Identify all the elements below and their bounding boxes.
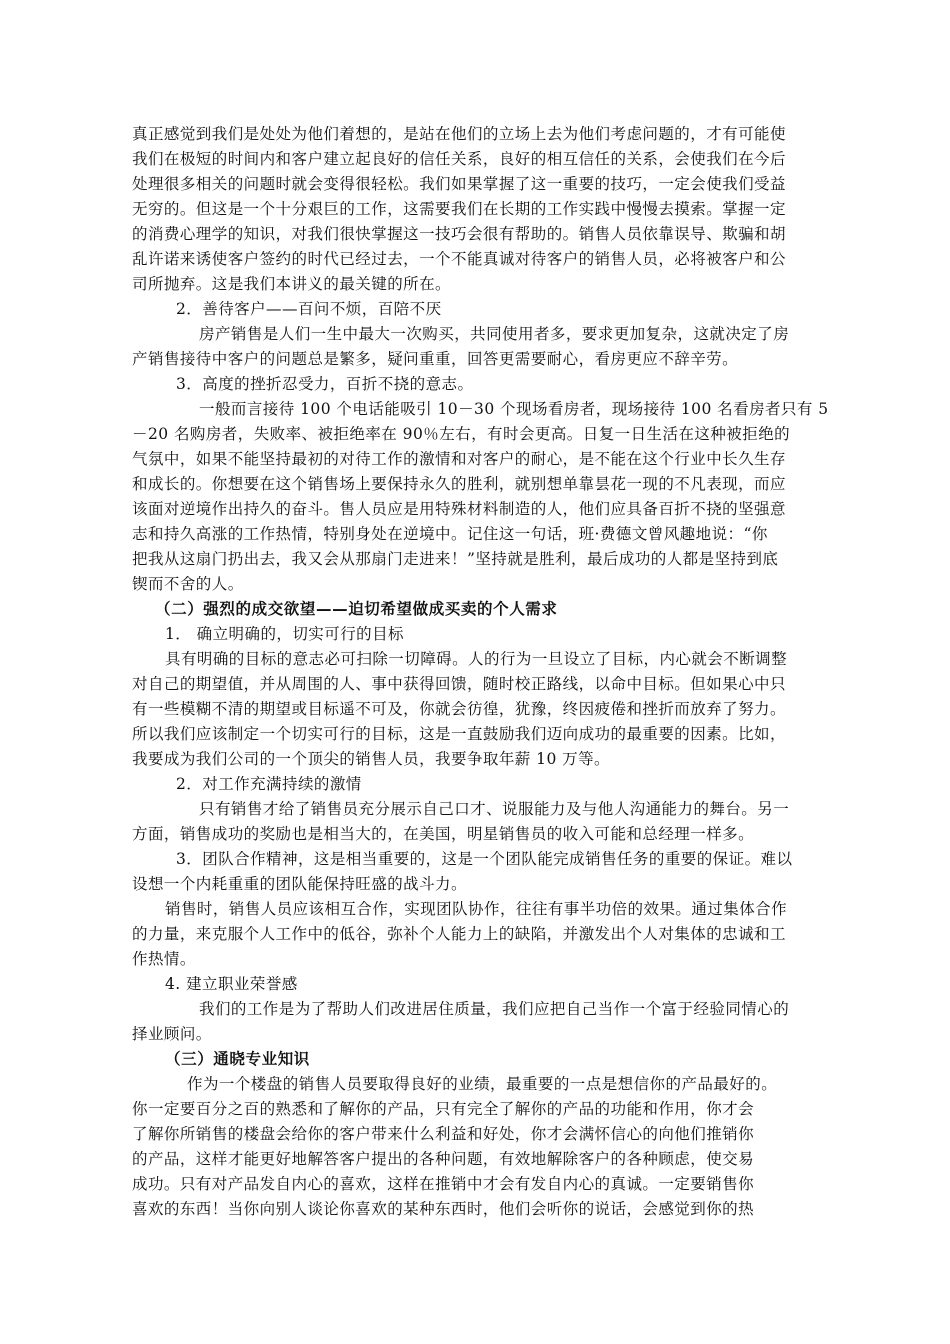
chapter-heading: （三）通晓专业知识 (165, 1050, 310, 1068)
text-line: 该面对逆境作出持久的奋斗。售人员应是用特殊材料制造的人，他们应具备百折不挠的坚强意 (132, 500, 786, 518)
text-line: 有一些模糊不清的期望或目标遥不可及，你就会彷徨，犹豫，终因疲倦和挫折而放弃了努力。 (132, 700, 786, 718)
text-line: 的力量，来克服个人工作中的低谷，弥补个人能力上的缺陷，并激发出个人对集体的忠诚和工 (132, 925, 786, 943)
section-heading: 1． 确立明确的，切实可行的目标 (165, 625, 404, 643)
text-line: 所以我们应该制定一个切实可行的目标，这是一直鼓励我们迈向成功的最重要的因素。比如， (132, 725, 786, 743)
text-line: 的产品，这样才能更好地解答客户提出的各种问题，有效地解除客户的各种顾虑，使交易 (132, 1150, 755, 1168)
text-line: 真正感觉到我们是处处为他们着想的，是站在他们的立场上去为他们考虑问题的，才有可能使 (132, 125, 786, 143)
text-line: 作热情。 (132, 950, 196, 968)
chapter-heading: （二）强烈的成交欲望——迫切希望做成买卖的个人需求 (155, 600, 558, 618)
text-line: 锲而不舍的人。 (132, 575, 244, 593)
text-line: 你一定要百分之百的熟悉和了解你的产品，只有完全了解你的产品的功能和作用，你才会 (132, 1100, 755, 1118)
section-heading: 3．团队合作精神，这是相当重要的，这是一个团队能完成销售任务的重要的保证。难以 (176, 850, 793, 868)
section-heading: 3．高度的挫折忍受力，百折不挠的意志。 (176, 375, 474, 393)
text-line: 气氛中，如果不能坚持最初的对待工作的激情和对客户的耐心，是不能在这个行业中长久生存 (132, 450, 786, 468)
text-line: 成功。只有对产品发自内心的喜欢，这样在推销中才会有发自内心的真诚。一定要销售你 (132, 1175, 755, 1193)
section-heading: 4. 建立职业荣誉感 (165, 975, 298, 993)
text-line: －20 名购房者，失败率、被拒绝率在 90％左右，有时会更高。日复一日生活在这种被拒绝的 (132, 425, 791, 443)
text-line: 一般而言接待 100 个电话能吸引 10－30 个现场看房者，现场接待 100 名看房者只有 5 (199, 400, 829, 418)
text-line: 司所抛弃。这是我们本讲义的最关键的所在。 (132, 275, 452, 293)
text-line: 设想一个内耗重重的团队能保持旺盛的战斗力。 (132, 875, 467, 893)
text-line: 的消费心理学的知识，对我们很快掌握这一技巧会很有帮助的。销售人员依靠误导、欺骗和胡 (132, 225, 786, 243)
text-line: 销售时，销售人员应该相互合作，实现团队协作，往往有事半功倍的效果。通过集体合作 (165, 900, 788, 918)
text-line: 房产销售是人们一生中最大一次购买，共同使用者多，要求更加复杂，这就决定了房 (199, 325, 790, 343)
text-line: 无穷的。但这是一个十分艰巨的工作，这需要我们在长期的工作实践中慢慢去摸索。掌握一定 (132, 200, 786, 218)
section-heading: 2．善待客户——百问不烦，百陪不厌 (176, 300, 442, 318)
text-line: 乱许诺来诱使客户签约的时代已经过去，一个不能真诚对待客户的销售人员，必将被客户和公 (132, 250, 786, 268)
text-line: 作为一个楼盘的销售人员要取得良好的业绩，最重要的一点是想信你的产品最好的。 (187, 1075, 778, 1093)
text-line: 我们的工作是为了帮助人们改进居住质量，我们应把自己当作一个富于经验同情心的 (199, 1000, 790, 1018)
text-line: 择业顾问。 (132, 1025, 212, 1043)
text-line: 处理很多相关的问题时就会变得很轻松。我们如果掌握了这一重要的技巧，一定会使我们受益 (132, 175, 786, 193)
text-line: 了解你所销售的楼盘会给你的客户带来什么利益和好处，你才会满怀信心的向他们推销你 (132, 1125, 755, 1143)
section-heading: 2．对工作充满持续的激情 (176, 775, 362, 793)
text-line: 具有明确的目标的意志必可扫除一切障碍。人的行为一旦设立了目标，内心就会不断调整 (165, 650, 788, 668)
text-line: 对自己的期望值，并从周围的人、事中获得回馈，随时校正路线，以命中目标。但如果心中只 (132, 675, 786, 693)
text-line: 我要成为我们公司的一个顶尖的销售人员，我要争取年薪 10 万等。 (132, 750, 610, 768)
text-line: 我们在极短的时间内和客户建立起良好的信任关系，良好的相互信任的关系，会使我们在今后 (132, 150, 786, 168)
text-line: 方面，销售成功的奖励也是相当大的，在美国，明星销售员的收入可能和总经理一样多。 (132, 825, 755, 843)
text-line: 喜欢的东西！当你向别人谈论你喜欢的某种东西时，他们会听你的说话，会感觉到你的热 (132, 1200, 755, 1218)
text-line: 志和持久高涨的工作热情，特别身处在逆境中。记住这一句话，班·费德文曾风趣地说：“你 (132, 525, 768, 543)
text-line: 产销售接待中客户的问题总是繁多，疑问重重，回答更需要耐心，看房更应不辞辛劳。 (132, 350, 739, 368)
text-line: 只有销售才给了销售员充分展示自己口才、说服能力及与他人沟通能力的舞台。另一 (199, 800, 790, 818)
text-line: 把我从这扇门扔出去，我又会从那扇门走进来！”坚持就是胜利，最后成功的人都是坚持到底 (132, 550, 779, 568)
text-line: 和成长的。你想要在这个销售场上要保持永久的胜利，就别想单靠昙花一现的不凡表现，而应 (132, 475, 786, 493)
